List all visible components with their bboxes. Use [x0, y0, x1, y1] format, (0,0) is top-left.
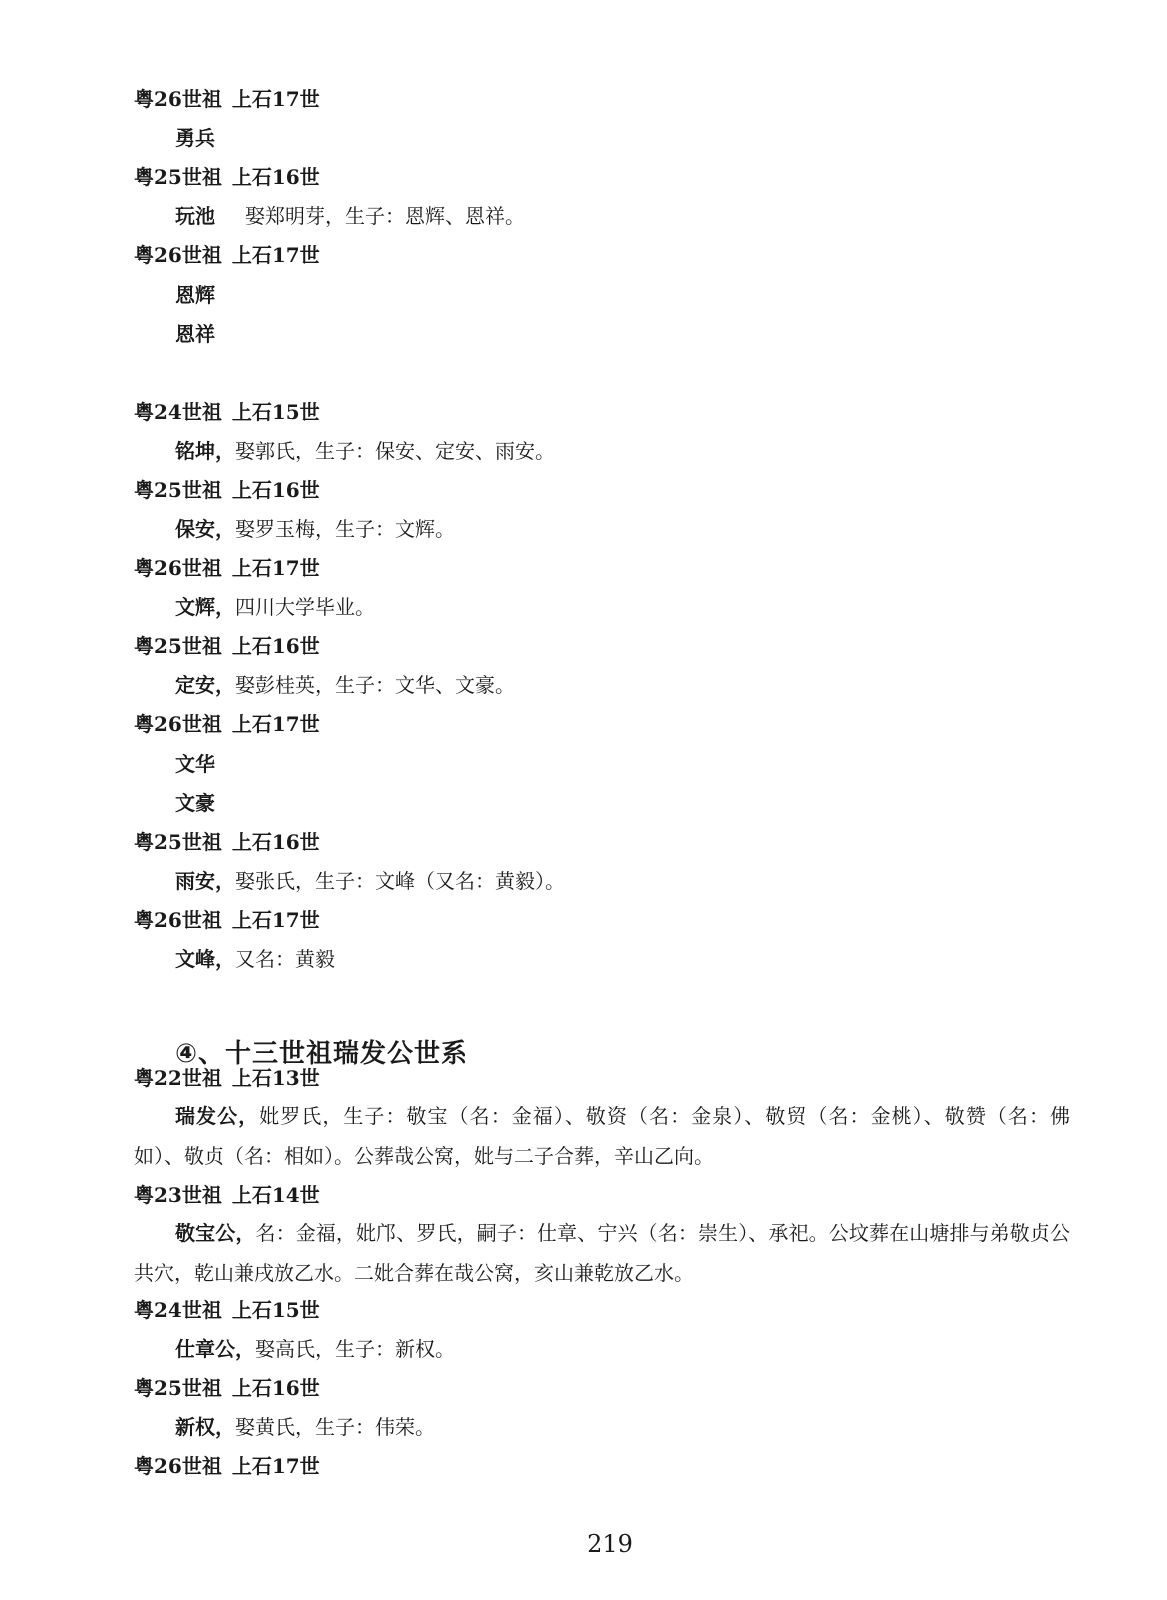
generation-heading: 粤26世祖 上石17世: [134, 556, 320, 580]
person-entry: 文华: [175, 752, 215, 776]
person-entry: 文峰，又名：黄毅: [175, 947, 335, 971]
generation-heading: 粤25世祖 上石16世: [134, 830, 320, 854]
generation-heading: 粤25世祖 上石16世: [134, 478, 320, 502]
generation-heading: 粤25世祖 上石16世: [134, 1376, 320, 1400]
generation-heading: 粤23世祖 上石14世: [134, 1183, 320, 1207]
person-entry: 仕章公，娶高氏，生子：新权。: [175, 1337, 455, 1361]
person-entry: 新权，娶黄氏，生子：伟荣。: [175, 1415, 435, 1439]
generation-heading: 粤24世祖 上石15世: [134, 1298, 320, 1322]
generation-heading: 粤26世祖 上石17世: [134, 87, 320, 111]
section-title: ④、十三世祖瑞发公世系: [175, 1039, 469, 1069]
person-entry: 文豪: [175, 791, 215, 815]
paragraph-entry: 瑞发公，妣罗氏，生子：敬宝（名：金福）、敬资（名：金泉）、敬贸（名：金桃）、敬赞（名：佛如）、敬贞（名：相如）。公葬哉公窝，妣与二子合葬，辛山乙向。: [134, 1104, 1071, 1168]
generation-heading: 粤26世祖 上石17世: [134, 243, 320, 267]
generation-heading: 粤25世祖 上石16世: [134, 634, 320, 658]
person-entry: 定安，娶彭桂英，生子：文华、文豪。: [175, 673, 515, 697]
person-entry: 雨安，娶张氏，生子：文峰（又名：黄毅）。: [175, 869, 565, 893]
paragraph-entry: 敬宝公，名：金福，妣邝、罗氏，嗣子：仕章、宁兴（名：崇生）、承祀。公坟葬在山塘排与弟敬贞公共穴，乾山兼戌放乙水。二妣合葬在哉公窝，亥山兼乾放乙水。: [134, 1221, 1071, 1285]
page-number: 219: [587, 1530, 633, 1558]
person-entry: 铭坤，娶郭氏，生子：保安、定安、雨安。: [175, 439, 555, 463]
generation-heading: 粤26世祖 上石17世: [134, 1454, 320, 1478]
generation-heading: 粤22世祖 上石13世: [134, 1066, 320, 1090]
generation-heading: 粤24世祖 上石15世: [134, 400, 320, 424]
generation-heading: 粤26世祖 上石17世: [134, 908, 320, 932]
person-entry: 恩祥: [175, 322, 215, 346]
person-entry: 保安，娶罗玉梅，生子：文辉。: [175, 517, 455, 541]
person-entry: 勇兵: [175, 126, 215, 150]
person-entry: 文辉，四川大学毕业。: [175, 595, 375, 619]
person-entry: 玩池 娶郑明芽，生子：恩辉、恩祥。: [175, 204, 525, 228]
person-entry: 恩辉: [175, 283, 215, 307]
generation-heading: 粤25世祖 上石16世: [134, 165, 320, 189]
generation-heading: 粤26世祖 上石17世: [134, 712, 320, 736]
